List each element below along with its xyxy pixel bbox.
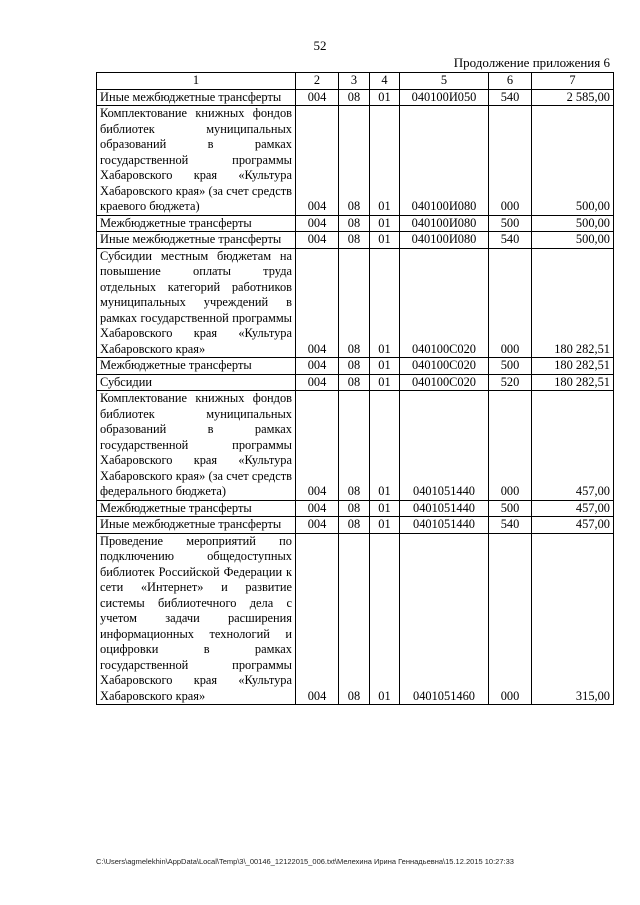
table-row — [97, 106, 614, 216]
subsection-cell: 01 — [370, 106, 400, 216]
target-article-cell: 040100И080 — [400, 232, 489, 249]
column-header: 7 — [532, 73, 614, 90]
table-row — [97, 500, 614, 517]
target-article-cell: 040100И080 — [400, 215, 489, 232]
column-number-row — [97, 73, 614, 90]
expense-type-cell: 500 — [489, 500, 532, 517]
column-header: 2 — [296, 73, 339, 90]
amount-cell: 180 282,51 — [532, 248, 614, 358]
section-cell: 08 — [339, 106, 370, 216]
subsection-cell: 01 — [370, 358, 400, 375]
column-header: 5 — [400, 73, 489, 90]
admin-code-cell: 004 — [296, 232, 339, 249]
subsection-cell: 01 — [370, 517, 400, 534]
admin-code-cell: 004 — [296, 374, 339, 391]
subsection-cell: 01 — [370, 391, 400, 501]
section-cell: 08 — [339, 533, 370, 705]
row-name-cell: Иные межбюджетные трансферты — [97, 232, 296, 249]
continuation-label: Продолжение приложения 6 — [453, 55, 610, 70]
target-article-cell: 0401051440 — [400, 517, 489, 534]
row-name-cell: Субсидии местным бюджетам на повышение оплаты труда отдельных категорий работников муниципальных учреждений в рамках государственной программы Хабаровского края «Культура Хабаровского края» — [97, 248, 296, 358]
row-name-cell: Иные межбюджетные трансферты — [97, 517, 296, 534]
amount-cell: 457,00 — [532, 391, 614, 501]
admin-code-cell: 004 — [296, 248, 339, 358]
admin-code-cell: 004 — [296, 215, 339, 232]
expense-type-cell: 000 — [489, 248, 532, 358]
section-cell: 08 — [339, 232, 370, 249]
section-cell: 08 — [339, 215, 370, 232]
row-name-cell: Субсидии — [97, 374, 296, 391]
expense-type-cell: 540 — [489, 517, 532, 534]
admin-code-cell: 004 — [296, 517, 339, 534]
section-cell: 08 — [339, 517, 370, 534]
subsection-cell: 01 — [370, 232, 400, 249]
target-article-cell: 040100С020 — [400, 358, 489, 375]
expense-type-cell: 500 — [489, 358, 532, 375]
amount-cell: 315,00 — [532, 533, 614, 705]
amount-cell: 180 282,51 — [532, 358, 614, 375]
page-number: 52 — [313, 38, 327, 53]
expense-type-cell: 000 — [489, 533, 532, 705]
target-article-cell: 040100С020 — [400, 374, 489, 391]
expense-type-cell: 540 — [489, 232, 532, 249]
admin-code-cell: 004 — [296, 533, 339, 705]
column-header: 3 — [339, 73, 370, 90]
table-row — [97, 89, 614, 106]
expense-type-cell: 000 — [489, 391, 532, 501]
section-cell: 08 — [339, 500, 370, 517]
table-row — [97, 248, 614, 358]
column-header: 4 — [370, 73, 400, 90]
target-article-cell: 0401051460 — [400, 533, 489, 705]
table-header — [97, 73, 614, 90]
amount-cell: 500,00 — [532, 106, 614, 216]
admin-code-cell: 004 — [296, 89, 339, 106]
amount-cell: 180 282,51 — [532, 374, 614, 391]
section-cell: 08 — [339, 89, 370, 106]
row-name-cell: Комплектование книжных фондов библиотек муниципальных образований в рамках государственной программы Хабаровского края «Культура Хабаровского края» (за счет средств федерального бюджета) — [97, 391, 296, 501]
amount-cell: 457,00 — [532, 500, 614, 517]
subsection-cell: 01 — [370, 89, 400, 106]
table-body — [97, 89, 614, 705]
row-name-cell: Комплектование книжных фондов библиотек муниципальных образований в рамках государственной программы Хабаровского края «Культура Хабаровского края» (за счет средств краевого бюджета) — [97, 106, 296, 216]
row-name-cell: Межбюджетные трансферты — [97, 358, 296, 375]
admin-code-cell: 004 — [296, 391, 339, 501]
amount-cell: 500,00 — [532, 215, 614, 232]
expense-type-cell: 000 — [489, 106, 532, 216]
column-header: 6 — [489, 73, 532, 90]
subsection-cell: 01 — [370, 374, 400, 391]
row-name-cell: Межбюджетные трансферты — [97, 500, 296, 517]
amount-cell: 500,00 — [532, 232, 614, 249]
footer-file-path: C:\Users\agmelekhin\AppData\Local\Temp\3\_00146_12122015_006.txt\Мелехина Ирина Геннадьевна\15.12.2015 10:27:33 — [96, 857, 514, 866]
expense-type-cell: 520 — [489, 374, 532, 391]
budget-table — [96, 72, 614, 705]
row-name-cell: Иные межбюджетные трансферты — [97, 89, 296, 106]
subsection-cell: 01 — [370, 248, 400, 358]
section-cell: 08 — [339, 374, 370, 391]
admin-code-cell: 004 — [296, 358, 339, 375]
target-article-cell: 0401051440 — [400, 500, 489, 517]
subsection-cell: 01 — [370, 215, 400, 232]
table-row — [97, 391, 614, 501]
table-row — [97, 533, 614, 705]
row-name-cell: Проведение мероприятий по подключению общедоступных библиотек Российской Федерации к сети «Интернет» и развитие системы библиотечного дела с учетом задачи расширения информационных технологий и оцифровки в рамках государственной программы Хабаровского края «Культура Хабаровского края» — [97, 533, 296, 705]
column-header: 1 — [97, 73, 296, 90]
expense-type-cell: 540 — [489, 89, 532, 106]
table-row — [97, 517, 614, 534]
admin-code-cell: 004 — [296, 106, 339, 216]
amount-cell: 2 585,00 — [532, 89, 614, 106]
amount-cell: 457,00 — [532, 517, 614, 534]
section-cell: 08 — [339, 358, 370, 375]
section-cell: 08 — [339, 248, 370, 358]
table-row — [97, 374, 614, 391]
section-cell: 08 — [339, 391, 370, 501]
target-article-cell: 0401051440 — [400, 391, 489, 501]
table-row — [97, 232, 614, 249]
admin-code-cell: 004 — [296, 500, 339, 517]
target-article-cell: 040100И050 — [400, 89, 489, 106]
subsection-cell: 01 — [370, 500, 400, 517]
table-row — [97, 358, 614, 375]
expense-type-cell: 500 — [489, 215, 532, 232]
subsection-cell: 01 — [370, 533, 400, 705]
row-name-cell: Межбюджетные трансферты — [97, 215, 296, 232]
table-row — [97, 215, 614, 232]
target-article-cell: 040100С020 — [400, 248, 489, 358]
target-article-cell: 040100И080 — [400, 106, 489, 216]
